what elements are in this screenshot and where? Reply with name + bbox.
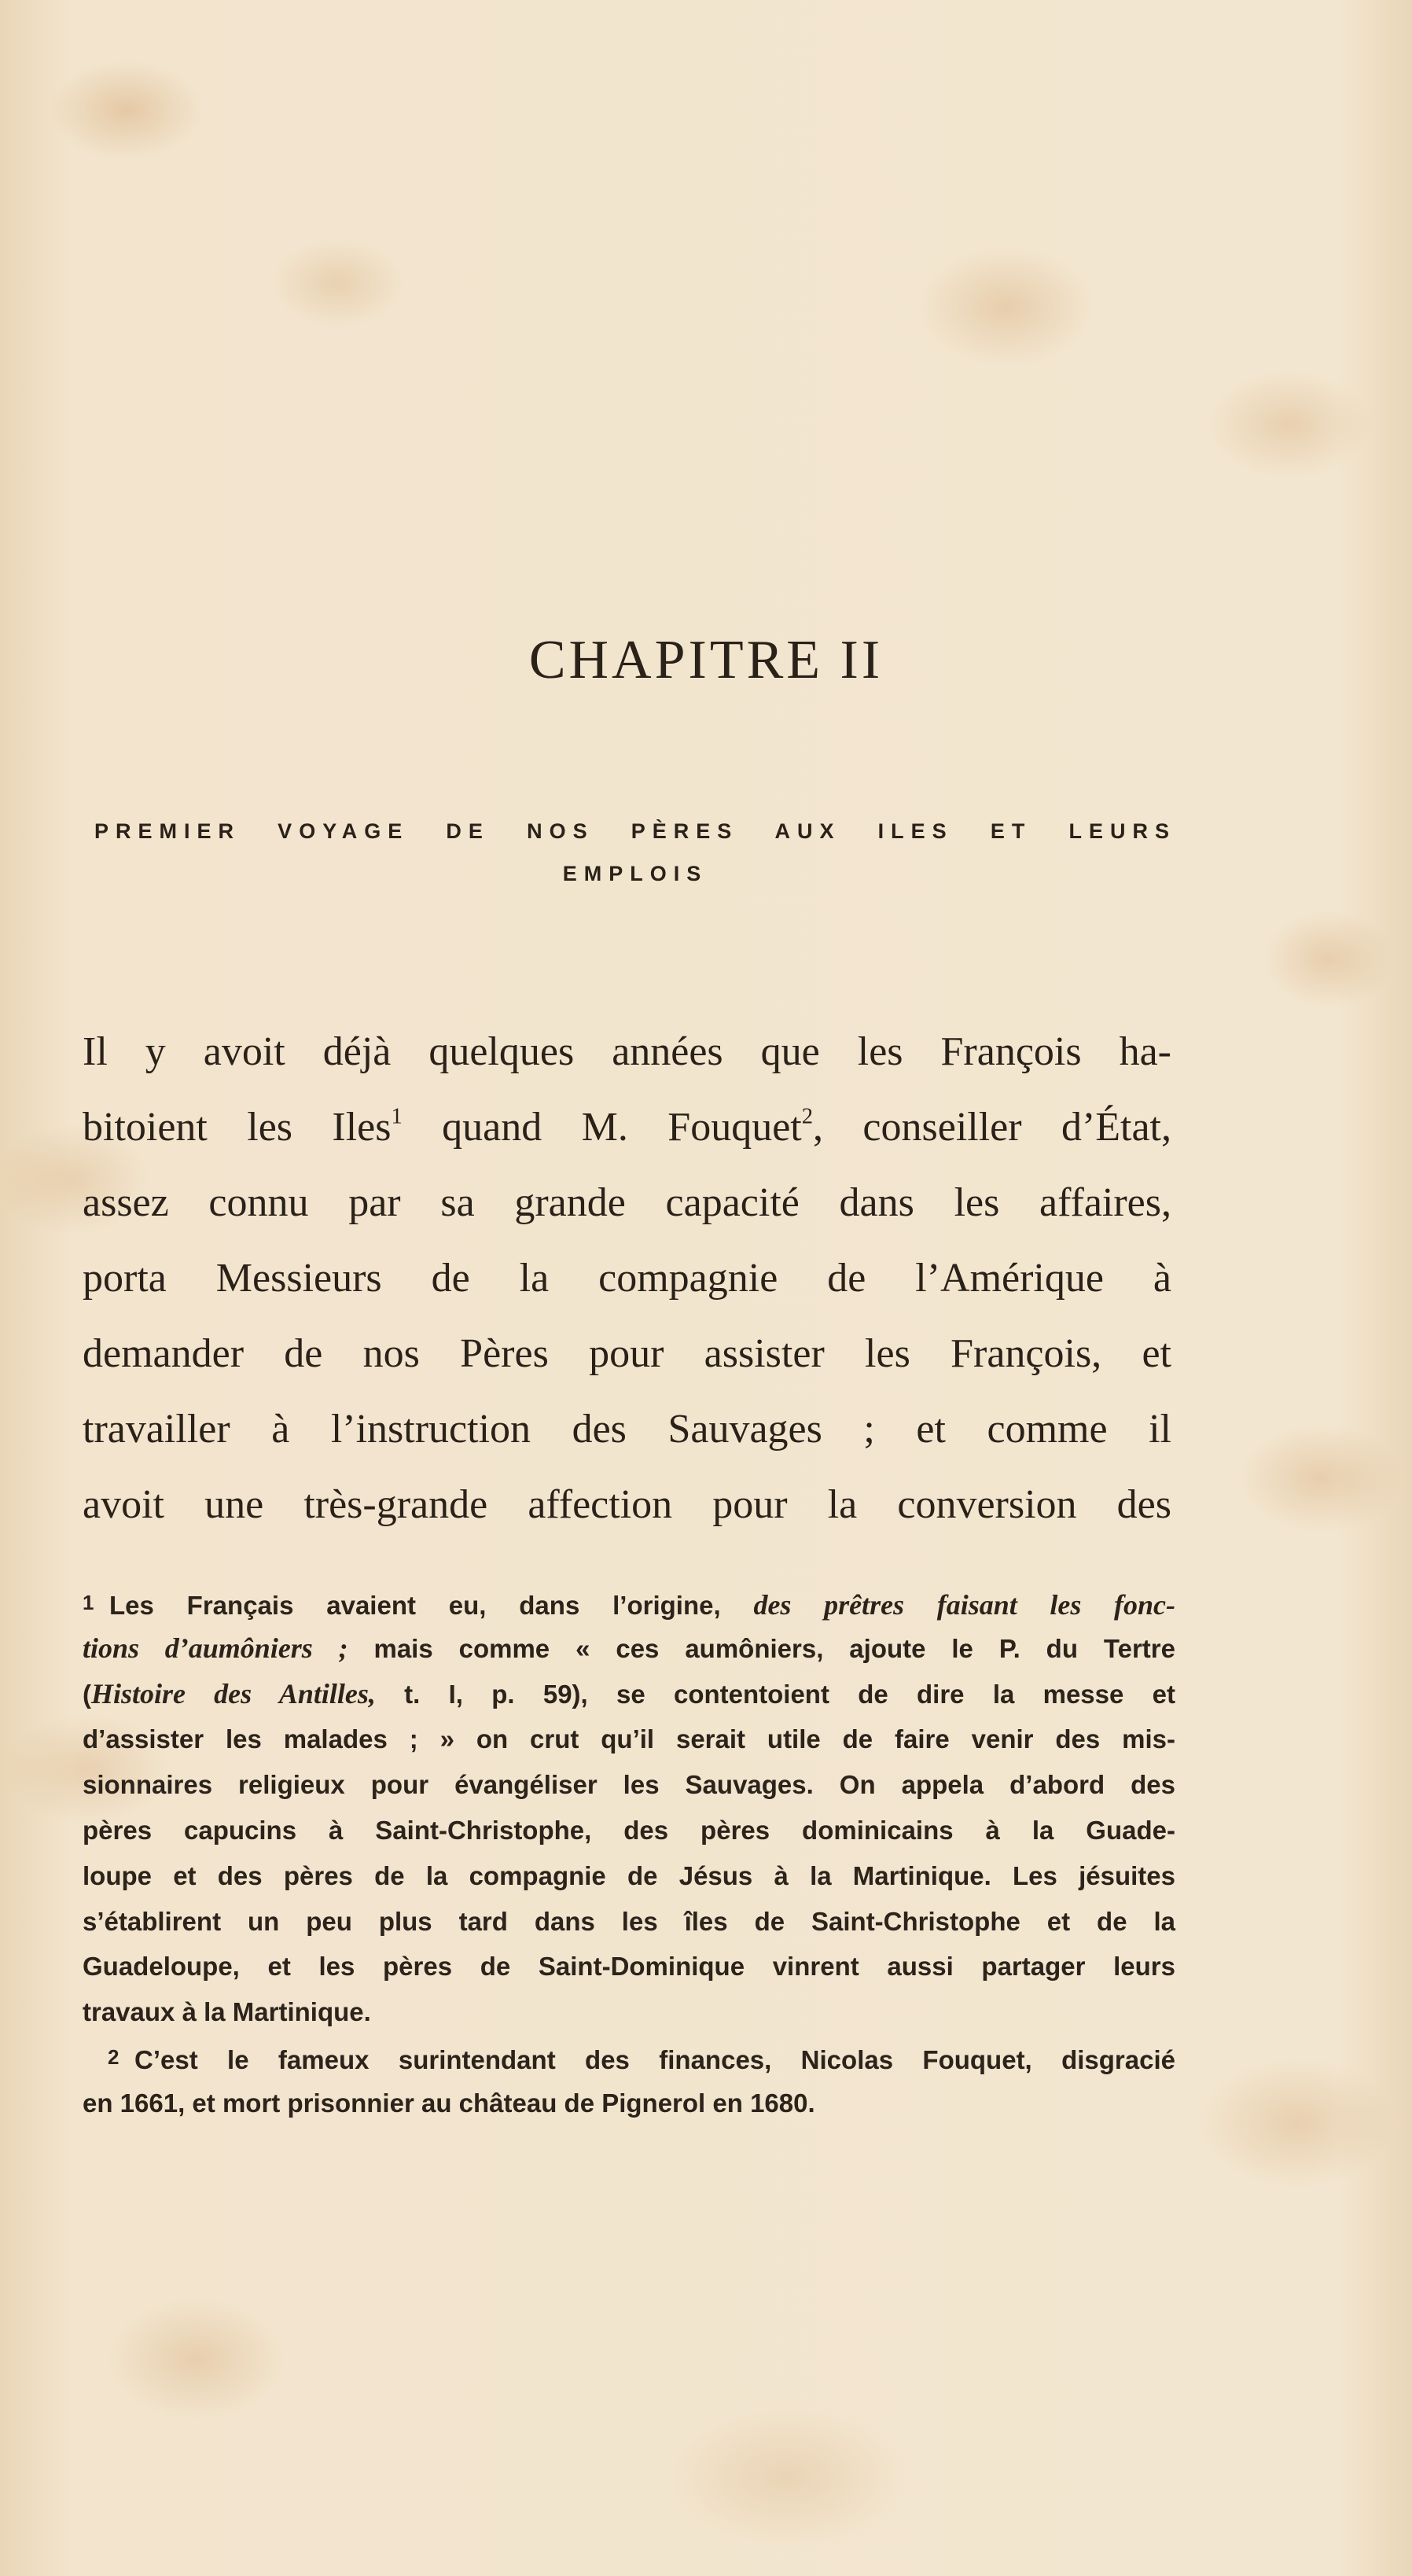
footnotes xyxy=(83,1581,1175,2126)
footnote-1-text-b: mais comme « ces aumôniers, ajoute le P. du Tertre xyxy=(347,1633,1175,1663)
footnote-1-line-4: d’assister les malades ; » on crut qu’il serait utile de faire venir des mis- xyxy=(83,1724,1175,1754)
footnote-ref-2: 2 xyxy=(801,1104,814,1129)
body-line-2-part-b: quand M. Fouquet xyxy=(402,1105,802,1150)
footnote-2-line-1 xyxy=(83,2035,1175,2081)
body-paragraph xyxy=(83,1014,1171,1543)
footnote-1-line-3 xyxy=(83,1672,1175,1717)
chapter-subtitle xyxy=(94,810,1176,895)
chapter-title: CHAPITRE II xyxy=(528,630,884,690)
footnote-1-line-6: pères capucins à Saint-Christophe, des pères dominicains à la Guade- xyxy=(83,1815,1175,1845)
footnote-1-line-1 xyxy=(83,1581,1175,1626)
footnote-2-mark: 2 xyxy=(108,2044,120,2069)
body-line-3: assez connu par sa grande capacité dans les affaires, xyxy=(83,1180,1171,1225)
body-line-6: travailler à l’instruction des Sauvages ; et comme il xyxy=(83,1407,1171,1452)
footnote-1-line-9: Guadeloupe, et les pères de Saint-Dominique vinrent aussi partager leurs xyxy=(83,1952,1175,1982)
footnote-1-italic-b: tions d’aumôniers ; xyxy=(83,1632,348,1664)
body-line-5: demander de nos Pères pour assister les François, et xyxy=(83,1331,1171,1376)
footnote-1-text-a: Les Français avaient eu, dans l’origine, xyxy=(109,1591,754,1620)
chapter-subtitle-line-1: PREMIER VOYAGE DE NOS PÈRES AUX ILES ET LEURS xyxy=(94,819,1176,843)
footnote-1-italic-a: des prêtres faisant les fonc- xyxy=(753,1589,1175,1621)
body-line-1: Il y avoit déjà quelques années que les François ha- xyxy=(83,1029,1171,1074)
footnote-1-line-8: s’établirent un peu plus tard dans les îles de Saint-Christophe et de la xyxy=(83,1906,1175,1936)
chapter-subtitle-line-2: EMPLOIS xyxy=(562,862,708,885)
footnote-1-text-c: t. I, p. 59), se contentoient de dire la messe et xyxy=(375,1679,1175,1709)
footnote-2-text-a: C’est le fameux surintendant des finances, Nicolas Fouquet, disgracié xyxy=(134,2044,1175,2074)
body-line-7: avoit une très-grande affection pour la conversion des xyxy=(83,1482,1171,1527)
footnote-1-line-5: sionnaires religieux pour évangéliser les Sauvages. On appela d’abord des xyxy=(83,1770,1175,1800)
body-line-2 xyxy=(83,1090,1171,1165)
footnote-ref-1: 1 xyxy=(391,1104,403,1129)
footnote-1-line-10: travaux à la Martinique. xyxy=(83,1997,371,2027)
footnote-1-line-7: loupe et des pères de la compagnie de Jésus à la Martinique. Les jésuites xyxy=(83,1860,1175,1890)
body-line-4: porta Messieurs de la compagnie de l’Amérique à xyxy=(83,1256,1171,1301)
body-line-2-part-a: bitoient les Iles xyxy=(83,1105,392,1150)
footnote-1-mark: 1 xyxy=(83,1591,94,1614)
body-line-2-part-c: , conseiller d’État, xyxy=(813,1105,1171,1150)
footnote-2-line-2: en 1661, et mort prisonnier au château de Pignerol en 1680. xyxy=(83,2088,815,2118)
footnote-1-italic-c: Histoire des Antilles, xyxy=(91,1677,376,1709)
footnote-1-line-2 xyxy=(83,1626,1175,1672)
footnote-1-paren: ( xyxy=(83,1679,91,1709)
